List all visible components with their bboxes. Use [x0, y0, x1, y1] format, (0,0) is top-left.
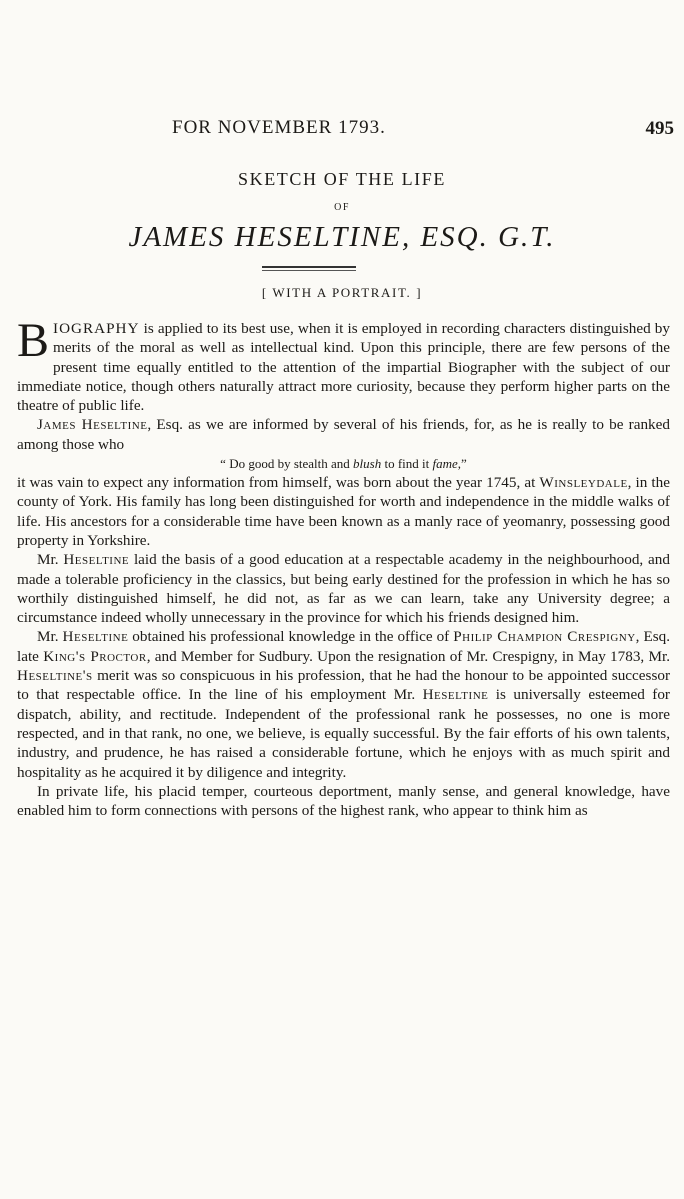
paragraph-4-text-1: Mr. [37, 551, 64, 569]
subject-name: JAMES HESELTINE, ESQ. G.T. [128, 221, 556, 253]
paragraph-6-text: In private life, his placid temper, courteous deportment, manly sense, and general knowledge, have enabled him to form connections with persons of the highest rank, who appear to think him as [17, 782, 670, 820]
birthplace: Winsleydale [539, 474, 628, 492]
subject-name-inline: Heseltine [62, 628, 129, 646]
drop-cap: B [17, 314, 50, 367]
epigraph-open: “ Do good by stealth and [220, 456, 354, 472]
subject-name-inline: James Heseltine [37, 416, 148, 434]
office-title: King's Proctor [43, 647, 147, 665]
running-head [0, 117, 684, 143]
article-title: SKETCH OF THE LIFE [238, 169, 446, 189]
epigraph [17, 454, 670, 473]
paragraph-5-text-3: , Esq. late [17, 628, 671, 665]
lead-word: IOGRAPHY [53, 320, 140, 337]
page-number: 495 [645, 118, 674, 139]
crespigny-name: Philip Champion Crespigny [453, 628, 636, 646]
epigraph-fame: fame [432, 456, 458, 472]
running-title: FOR NOVEMBER 1793. [172, 117, 386, 138]
title-rule [262, 266, 356, 271]
paragraph-3-text-1: it was vain to expect any information from himself, was born about the year 1745, at [17, 474, 540, 492]
paragraph-5-text-5: merit was so conspicuous in his profession, that he had the honour to be appointed successor to that respectable office. In the line of his employment Mr. [17, 667, 670, 704]
paragraph-1-text: is applied to its best use, when it is employed in recording characters distinguished by merits of the moral as well as intellectual kind. Upon this principle, there are few persons of the present time equally entitled to the attention of the impartial Biographer with the subject of our immediate notice, though others naturally attract more curiosity, because they perform higher parts on the theatre of public life. [17, 320, 670, 415]
portrait-note: [ WITH A PORTRAIT. ] [261, 285, 423, 300]
paragraph-2 [17, 415, 670, 454]
epigraph-blush: blush [353, 456, 382, 472]
paragraph-5-text-1: Mr. [37, 628, 63, 646]
paragraph-3 [17, 473, 670, 550]
article-body [17, 314, 671, 820]
paragraph-2-text: , Esq. as we are informed by several of his friends, for, as he is really to be ranked among those who [17, 416, 670, 453]
paragraph-1 [17, 314, 670, 415]
subject-name-inline: Heseltine's [17, 667, 93, 685]
paragraph-5-text-2: obtained his professional knowledge in the office of [128, 628, 454, 646]
paragraph-4 [17, 550, 670, 627]
paragraph-6 [17, 782, 670, 821]
epigraph-mid: to find it [381, 456, 433, 472]
paragraph-5 [17, 627, 670, 781]
article-title-of: OF [334, 202, 350, 213]
paragraph-3-text-2: , in the county of York. His family has long been distinguished for worth and independence in the middle walks of life. His ancestors for a considerable time have been known as a manly race of yeomanry, possessing good property in Yorkshire. [17, 474, 670, 549]
epigraph-close: ,” [457, 456, 467, 472]
subject-name-inline: Heseltine [63, 551, 130, 569]
paragraph-4-text-2: laid the basis of a good education at a respectable academy in the neighbourhood, and made a tolerable proficiency in the classics, but being early destined for the profession in which he has so worthily distinguished himself, he did not, as far as we can learn, take any University degree; a circumstance indeed wholly unnecessary in the province for which his friends designed him. [17, 551, 670, 627]
paragraph-5-text-4: , and Member for Sudbury. Upon the resignation of Mr. Crespigny, in May 1783, Mr. [146, 647, 670, 665]
subject-name-inline: Heseltine [422, 686, 489, 704]
paragraph-5-text-6: is universally esteemed for dispatch, ability, and rectitude. Independent of the professional rank he possesses, no one is more respected, and in that rank, no one, we believe, is equally successful. By the fair efforts of his own talents, industry, and prudence, he has raised a considerable fortune, which he enjoys with as much spirit and hospitality as he acquired it by diligence and integrity. [17, 686, 670, 781]
